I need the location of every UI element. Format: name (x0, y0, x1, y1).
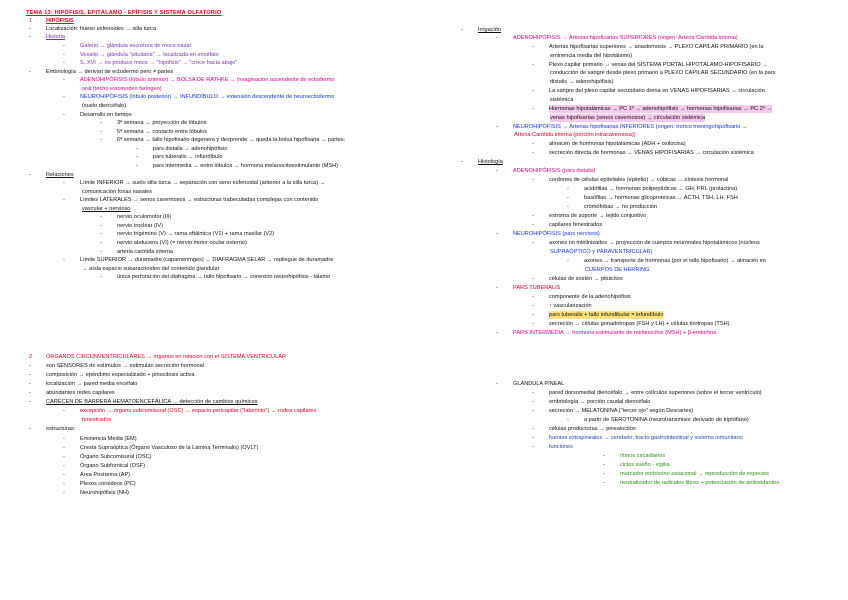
text-line: localización → pared media encéfalo (46, 381, 138, 387)
bullet-marker: - (63, 490, 65, 496)
text-line: Hormonas hipotalámicas → PC 1º → adenohipófisis → hormonas hipofisarias → PC 2º → (549, 106, 772, 112)
text-line: Desarrollo en tiempo (80, 112, 132, 118)
text-line: células de sostén → pituicitos (549, 276, 623, 282)
bullet-marker: - (63, 472, 65, 478)
text-line: Arterias hipofisarias superiores → anastomosis → PLEXO CAPILAR PRIMARIO (en la (549, 44, 764, 50)
bullet-marker: - (63, 94, 65, 100)
bullet-marker: - (567, 195, 569, 201)
bullet-marker: - (63, 257, 65, 263)
bullet-marker: - (532, 435, 534, 441)
text-line: nervio abducens (VI) (= nervio motor ocular externo) (117, 240, 247, 246)
text-line: capilares fenestrados (549, 222, 603, 228)
text-line: Cresta Supraóptica (Órgano Vasculoso de la Lámina Terminalis) (OVLT) (80, 445, 259, 451)
bullet-marker: - (532, 312, 534, 318)
text-line: 6ª semana → tallo hipofisario degenera y desprende → queda la bolsa hipofisaria → partes: (117, 137, 346, 143)
bullet-marker: - (532, 150, 534, 156)
bullet-marker: - (532, 44, 534, 50)
bullet-marker: - (532, 390, 534, 396)
text-line: a partir de SEROTONINA (neurotransmisor derivado de triptófano) (584, 417, 749, 423)
bullet-marker: - (29, 34, 31, 40)
text-line: CUERPOS DE HERRING (585, 267, 650, 273)
bullet-marker: - (29, 381, 31, 387)
bullet-marker: - (532, 408, 534, 414)
text-line: vascular + nervioso (82, 206, 131, 212)
bullet-marker: - (63, 180, 65, 186)
bullet-marker: - (136, 154, 138, 160)
bullet-marker: - (63, 436, 65, 442)
text-line: conducción de sangre desde plexo primario a PLEXO CAPILAR SECUNDARIO (en la pars (550, 70, 776, 76)
text-line: ADENOHIPÓFISIS (lóbulo anterior) → BOLSA DE RATHKE → invaginación ascendente de ectodermo (80, 77, 335, 83)
text-line: composición → epéndimo especializado + pinocitosis activa (46, 372, 195, 378)
bullet-marker: - (496, 285, 498, 291)
bullet-marker: - (63, 481, 65, 487)
text-line: marcador endocrino estacional → reproducción de especies (620, 471, 769, 477)
text-line: Irrigación (478, 27, 502, 33)
text-line: SUPRAÓPTICO y PARAVENTRICULAR) (550, 249, 653, 255)
text-line: Localización: hueso esfenoides → silla turca (46, 26, 157, 32)
text-line: nervio oculomotor (III) (117, 214, 172, 220)
bullet-marker: - (63, 463, 65, 469)
text-line: estructuras: (46, 426, 76, 432)
bullet-marker: - (532, 399, 534, 405)
bullet-marker: - (603, 471, 605, 477)
bullet-marker: - (29, 390, 31, 396)
bullet-marker: - (29, 172, 31, 178)
text-line: embriología → porción caudal diencéfalo (549, 399, 651, 405)
bullet-marker: - (63, 445, 65, 451)
text-line: componente de la adenohipófisis (549, 294, 631, 300)
bullet-marker: - (63, 197, 65, 203)
bullet-marker: - (496, 231, 498, 237)
text-line: Galeno → glándula secretora de moco nasal (80, 43, 191, 49)
bullet-marker: - (532, 88, 534, 94)
bullet-marker: - (532, 276, 534, 282)
text-line: Vesalio → glándula "pituitaria" → localizada en encéfalo (80, 52, 219, 58)
text-line: HIPÓFISIS (46, 18, 74, 24)
text-line: Eminencia Media (EM) (80, 436, 137, 442)
bullet-marker: - (532, 222, 534, 228)
text-line: 3ª semana → proyección de lóbulos (117, 120, 207, 126)
text-line: nervio trigémino (V) → rama oftálmica (V1) + rama maxilar (V2) (117, 231, 275, 237)
bullet-marker: - (461, 159, 463, 165)
text-line: Órgano Subfornical (OSF) (80, 463, 145, 469)
text-line: (suelo diencéfalo) (82, 103, 127, 109)
bullet-marker: - (496, 381, 498, 387)
bullet-marker: - (532, 106, 534, 112)
bullet-marker: - (532, 213, 534, 219)
bullet-marker: - (29, 372, 31, 378)
text-line: células productoras → pinealocitos (549, 426, 636, 432)
text-line: funciones (549, 444, 573, 450)
text-line: ciclos sueño - vigilia (620, 462, 670, 468)
text-line: PARS TUBERALIS (513, 285, 561, 291)
bullet-marker: - (603, 480, 605, 486)
bullet-marker: 1 (29, 18, 33, 24)
text-line: Área Postrema (AP) (80, 472, 131, 478)
text-line: pars distalis → adenohipófisis (153, 146, 227, 152)
bullet-marker: 2 (29, 354, 33, 360)
text-line: axones → transporte de hormonas (por el tallo hipofisario) → almacén en (584, 258, 766, 264)
text-line: almacén de hormonas hipotalámicas (ADH + oxitocina) (549, 141, 686, 147)
bullet-marker: - (63, 77, 65, 83)
text-line: secreción directa de hormonas → VENAS HIPOFISARIAS → circulación sistémica (549, 150, 754, 156)
bullet-marker: - (63, 112, 65, 118)
bullet-marker: - (567, 258, 569, 264)
text-line: ↑ vascularización (549, 303, 592, 309)
bullet-marker: - (100, 274, 102, 280)
text-line: GLÁNDULA PINEAL (513, 381, 565, 387)
bullet-marker: - (532, 426, 534, 432)
text-line: Histología (478, 159, 503, 165)
bullet-marker: - (63, 408, 65, 414)
page-title: TEMA 13: HIPÓFISIS, EPITÁLAMO - EPÍFISIS Y SISTEMA OLFATORIO (26, 10, 222, 16)
text-line: fenestrados (82, 417, 112, 423)
bullet-marker: - (29, 426, 31, 432)
bullet-marker: - (100, 240, 102, 246)
bullet-marker: - (136, 146, 138, 152)
bullet-marker: - (567, 204, 569, 210)
text-line: basófilas → hormonas glicoproteicas → ACTH, TSH, LH, FSH (584, 195, 738, 201)
text-line: Límites LATERALES → senos cavernosos → estructuras trabeculadas complejas con contenido (80, 197, 319, 203)
bullet-marker: - (100, 249, 102, 255)
text-line: pars tuberalis → infundíbulo (153, 154, 223, 160)
text-line: distalis → adenohipófisis) (550, 79, 614, 85)
text-line: cromófobas → no producción (584, 204, 658, 210)
bullet-marker: - (100, 223, 102, 229)
bullet-marker: - (100, 137, 102, 143)
bullet-marker: - (532, 177, 534, 183)
text-line: NEUROHIPÓFISIS (lóbulo posterior) → INFUNDÍBULO → extensión descendente de neuroectodermo (80, 94, 335, 100)
text-line: ADENOHIPÓFISIS (pars distalis) (513, 168, 596, 174)
text-line: eminencia media del hipotálamo) (550, 53, 633, 59)
text-line: PARS INTERMEDIA → hormona estimulante de melanocitos (MSH) + β-endorfina (513, 330, 717, 336)
bullet-marker: - (100, 214, 102, 220)
bullet-marker: - (532, 444, 534, 450)
text-line: pars tuberalis + tallo infundibular = infundíbulo (549, 312, 664, 318)
text-line: Plexo capilar primario → venas del SISTEMA PORTAL HIPOTÁLAMO-HIPOFISARIO → (549, 62, 768, 68)
bullet-marker: - (100, 129, 102, 135)
text-line: arteria carótida interna (117, 249, 173, 255)
text-line: La sangre del plexo capilar secundario drena en VENAS HIPOFISARIAS → circulación (549, 88, 765, 94)
text-line: Límite SUPERIOR → duramadre (capamenínges) → DIAFRAGMA SELAR → repliegue de duramadre (80, 257, 334, 263)
bullet-marker: - (603, 453, 605, 459)
text-line: NEUROHIPÓFISIS (pars nerviosa) (513, 231, 600, 237)
text-line: Neurohipófisis (NH) (80, 490, 129, 496)
text-line: ÓRGANOS CIRCUNVENTRICULARES → órganos en relación con el SISTEMA VENTRICULAR (46, 354, 286, 360)
text-line: fuentes extrapineales → cerebelo, tracto gastrointestinal y sistema inmunitario (549, 435, 743, 441)
text-line: neutralizador de radicales libres + potenciación de antioxidantes (620, 480, 780, 486)
bullet-marker: - (567, 186, 569, 192)
bullet-marker: - (63, 454, 65, 460)
bullet-marker: - (567, 417, 569, 423)
text-line: 5ª semana → contacto entre lóbulos (117, 129, 208, 135)
bullet-marker: - (29, 26, 31, 32)
text-line: Embriología → derivan de ectodermo pero ≠ partes (46, 69, 174, 75)
bullet-marker: - (29, 363, 31, 369)
text-line: ADENOHIPÓFISIS → Arterias hipofisarias SUPERIORES (origen: Arteria Carótida interna) (513, 35, 738, 41)
text-line: CARECEN DE BARRERA HEMATOENCEFÁLICA → detección de cambios químicos (46, 399, 258, 405)
text-line: axones no mielinizados → proyección de cuerpos neuronales hipotalámicos (núcleos (549, 240, 760, 246)
bullet-marker: - (29, 399, 31, 405)
text-line: pars intermedia → entre lóbulos → hormona melanocitoestimulante (MSH) (153, 163, 338, 169)
text-line: Órgano Subcomisural (OSC) (80, 454, 152, 460)
text-line: Relaciones (46, 172, 74, 178)
text-line: única perforación del diafragma → tallo hipofisario → conexión neurohipófisis - tálamo (117, 274, 331, 280)
bullet-marker: - (496, 124, 498, 130)
text-line: oral (techo estomodeo faríngeo) (82, 86, 162, 92)
text-line: Plexos coroideos (PC) (80, 481, 136, 487)
bullet-marker: - (496, 35, 498, 41)
bullet-marker: - (532, 294, 534, 300)
text-line: → aísla espacio subaracnoideo del contenido glandular (82, 266, 220, 272)
bullet-marker: - (532, 303, 534, 309)
text-line: Arteria Carótida interna (porción intracavernosa)) (514, 132, 636, 138)
text-line: cordones de células epiteliales (epitelio) → cúbicas → síntesis hormonal (549, 177, 729, 183)
bullet-marker: - (136, 163, 138, 169)
text-line: secreción → MELATONINA ("tercer ojo" según Descartes) (549, 408, 694, 414)
text-line: Límite INFERIOR → suelo silla turca → separación con seno esfenoidal (anterior a la silla turca) → (80, 180, 326, 186)
bullet-marker: - (496, 168, 498, 174)
text-line: son SENSORES de estímulos → estimulan secreción hormonal (46, 363, 204, 369)
text-line: sistémica (550, 97, 574, 103)
bullet-marker: - (63, 52, 65, 58)
text-line: nervio troclear (IV) (117, 223, 164, 229)
bullet-marker: - (63, 60, 65, 66)
bullet-marker: - (100, 231, 102, 237)
bullet-marker: - (532, 321, 534, 327)
bullet-marker: - (532, 240, 534, 246)
text-line: estroma de soporte → tejido conjuntivo (549, 213, 647, 219)
bullet-marker: - (461, 27, 463, 33)
text-line: excepción → órgano subcomisural (OSC) → espacio pericapilar ("laberinto") → rodea capilares (80, 408, 317, 414)
text-line: Historia (46, 34, 65, 40)
bullet-marker: - (496, 330, 498, 336)
text-line: secreción → células gonadotropas (FSH y LH) + células tirotropas (TSH) (549, 321, 730, 327)
text-line: NEUROHIPÓFISIS → Arterias hipofisarias INFERIORES (origen: tronco meningohipofisario → (513, 124, 748, 130)
text-line: pared dorsomedial diencéfalo → entre colículos superiores (sobre el tercer ventrículo) (549, 390, 762, 396)
bullet-marker: - (29, 69, 31, 75)
text-line: comunicación fosas nasales (82, 189, 152, 195)
bullet-marker: - (532, 62, 534, 68)
text-line: ritmos circadianos (620, 453, 666, 459)
text-line: S. XVI → no produce moco → "hipófisis" → "crece hacia abajo" (80, 60, 238, 66)
text-line: venas hipofisarias (senos cavernosos) → circulación sistémica (550, 115, 706, 121)
bullet-marker: - (100, 120, 102, 126)
text-line: acidófilas → hormonas polipeptídicas → GH, PRL (prolactina) (584, 186, 738, 192)
bullet-marker: - (603, 462, 605, 468)
text-line: abundantes redes capilares (46, 390, 115, 396)
bullet-marker: - (532, 141, 534, 147)
bullet-marker: - (63, 43, 65, 49)
